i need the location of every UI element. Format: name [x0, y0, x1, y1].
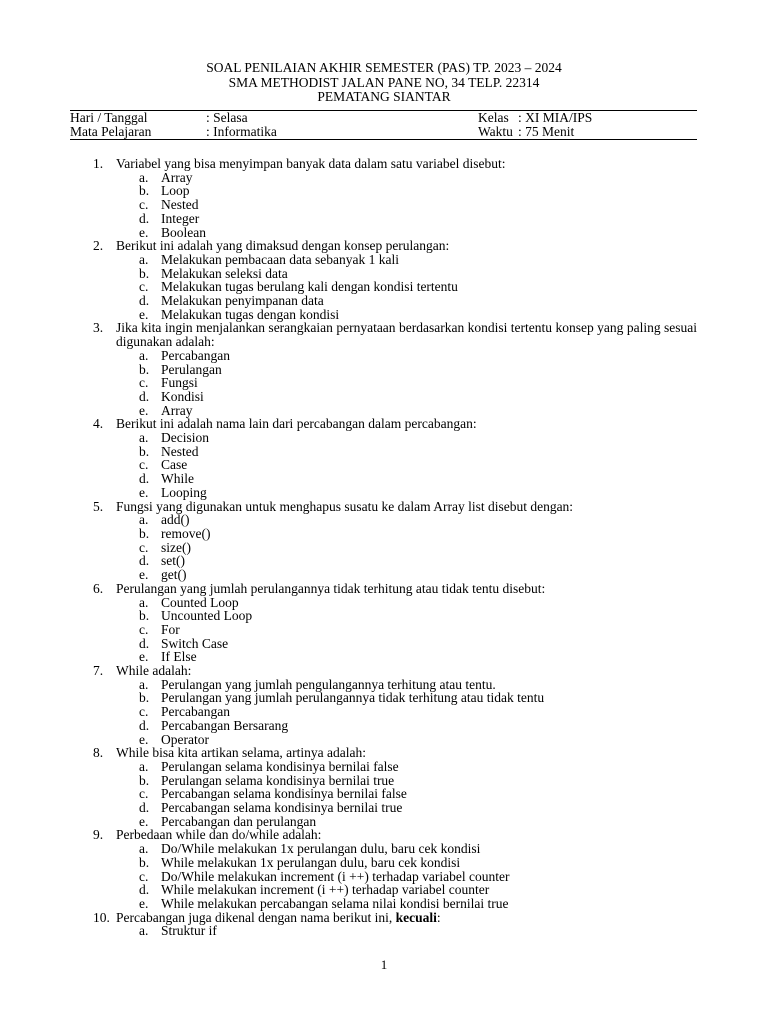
- option-letter: b.: [139, 854, 150, 870]
- question-text: [116, 500, 697, 514]
- question-item: [93, 911, 697, 938]
- option-letter: e.: [139, 484, 149, 500]
- option-letter: a.: [139, 758, 149, 774]
- option-letter: b.: [139, 525, 150, 541]
- option-text: set(): [161, 553, 185, 569]
- answer-option: [116, 760, 697, 774]
- option-text: Percabangan selama kondisinya bernilai false: [161, 786, 407, 802]
- class-label: Kelas: [478, 110, 509, 125]
- option-text: Melakukan seleksi data: [161, 265, 288, 281]
- question-number: 4.: [93, 416, 104, 432]
- answer-option: [116, 568, 697, 582]
- option-letter: c.: [139, 279, 149, 295]
- option-letter: d.: [139, 635, 150, 651]
- question-item: [93, 746, 697, 828]
- option-text: Percabangan Bersarang: [161, 717, 289, 733]
- answer-option: [116, 280, 697, 294]
- option-letter: e.: [139, 567, 149, 583]
- option-text: add(): [161, 512, 190, 528]
- question-item: [93, 157, 697, 239]
- answer-option: [116, 705, 697, 719]
- question-text: [116, 417, 697, 431]
- question-number: 10.: [93, 909, 110, 925]
- answer-option: [116, 815, 697, 829]
- answer-option: [116, 486, 697, 500]
- option-text: Melakukan tugas berulang kali dengan kondisi tertentu: [161, 279, 458, 295]
- question-text-main: Fungsi yang digunakan untuk menghapus susatu ke dalam Array list disebut dengan:: [116, 498, 574, 514]
- info-row-day: [70, 111, 697, 125]
- answer-option: [116, 897, 697, 911]
- option-letter: a.: [139, 251, 149, 267]
- option-text: Perulangan selama kondisinya bernilai true: [161, 772, 395, 788]
- time-value: : 75 Menit: [518, 124, 575, 139]
- question-text-main: Jika kita ingin menjalankan serangkaian pernyataan berdasarkan kondisi tertentu konsep yang paling sesuai digunakan adalah:: [116, 320, 697, 350]
- answer-option: [116, 308, 697, 322]
- info-row-subject: [70, 125, 697, 139]
- question-text-main: Berikut ini adalah yang dimaksud dengan konsep perulangan:: [116, 238, 450, 254]
- time-label: Waktu: [478, 124, 513, 139]
- answer-option: [116, 856, 697, 870]
- question-text: [116, 157, 697, 171]
- question-text-main: While bisa kita artikan selama, artinya adalah:: [116, 745, 367, 761]
- answer-option: [116, 390, 697, 404]
- exam-info-table: [70, 110, 697, 140]
- option-text: Percabangan: [161, 347, 230, 363]
- answer-option: [116, 774, 697, 788]
- answer-option: [116, 184, 697, 198]
- answer-option: [116, 719, 697, 733]
- option-letter: c.: [139, 786, 149, 802]
- option-letter: a.: [139, 923, 149, 939]
- option-text: get(): [161, 567, 187, 583]
- option-letter: d.: [139, 471, 150, 487]
- option-text: Kondisi: [161, 388, 204, 404]
- question-text: [116, 582, 697, 596]
- answer-option: [116, 171, 697, 185]
- answer-option: [116, 623, 697, 637]
- option-text: Perulangan yang jumlah pengulangannya terhitung atau tentu.: [161, 676, 496, 692]
- day-label: Hari / Tanggal: [70, 110, 148, 125]
- option-letter: b.: [139, 183, 150, 199]
- option-letter: a.: [139, 169, 149, 185]
- answer-option: [116, 404, 697, 418]
- option-text: Percabangan: [161, 704, 230, 720]
- answer-option: [116, 349, 697, 363]
- answer-option: [116, 513, 697, 527]
- answer-option: [116, 376, 697, 390]
- option-letter: b.: [139, 265, 150, 281]
- option-letter: d.: [139, 388, 150, 404]
- option-letter: d.: [139, 553, 150, 569]
- option-text: Nested: [161, 197, 199, 213]
- question-list: [93, 157, 697, 938]
- question-number: 7.: [93, 663, 104, 679]
- question-text: [116, 321, 697, 348]
- option-letter: e.: [139, 895, 149, 911]
- option-letter: d.: [139, 210, 150, 226]
- option-letter: c.: [139, 539, 149, 555]
- option-letter: d.: [139, 882, 150, 898]
- day-value: : Selasa: [206, 110, 248, 125]
- answer-option: [116, 596, 697, 610]
- option-text: Switch Case: [161, 635, 229, 651]
- option-text: For: [161, 621, 180, 637]
- header-exam-title: SOAL PENILAIAN AKHIR SEMESTER (PAS) TP. 2023 – 2024: [206, 60, 562, 75]
- question-text: [116, 239, 697, 253]
- question-number: 6.: [93, 580, 104, 596]
- question-text: [116, 664, 697, 678]
- option-text: Boolean: [161, 224, 206, 240]
- question-number: 5.: [93, 498, 104, 514]
- option-letter: e.: [139, 813, 149, 829]
- option-letter: d.: [139, 800, 150, 816]
- option-text: Perulangan yang jumlah perulangannya tidak terhitung atau tidak tentu: [161, 690, 545, 706]
- question-text-main: Perbedaan while dan do/while adalah:: [116, 827, 322, 843]
- question-text-main: Perulangan yang jumlah perulangannya tidak terhitung atau tidak tentu disebut:: [116, 580, 546, 596]
- option-letter: b.: [139, 690, 150, 706]
- option-text: While melakukan increment (i ++) terhadap variabel counter: [161, 882, 490, 898]
- answer-option: [116, 253, 697, 267]
- question-text-main: Variabel yang bisa menyimpan banyak data dalam satu variabel disebut:: [116, 156, 506, 171]
- option-text: While: [161, 471, 194, 487]
- question-item: [93, 239, 697, 321]
- option-text: Perulangan: [161, 361, 222, 377]
- option-letter: c.: [139, 375, 149, 391]
- option-text: Operator: [161, 731, 209, 747]
- option-letter: b.: [139, 608, 150, 624]
- question-item: [93, 500, 697, 582]
- answer-option: [116, 883, 697, 897]
- answer-option: [116, 294, 697, 308]
- answer-option: [116, 787, 697, 801]
- answer-option: [116, 842, 697, 856]
- option-text: size(): [161, 539, 191, 555]
- answer-option: [116, 609, 697, 623]
- option-letter: a.: [139, 512, 149, 528]
- answer-option: [116, 870, 697, 884]
- answer-option: [116, 924, 697, 938]
- header-city: PEMATANG SIANTAR: [317, 89, 451, 104]
- option-text: Do/While melakukan increment (i ++) terhadap variabel counter: [161, 868, 510, 884]
- option-letter: e.: [139, 224, 149, 240]
- question-item: [93, 417, 697, 499]
- question-emphasis: kecuali: [395, 909, 437, 925]
- option-text: Array: [161, 169, 193, 185]
- question-text-suffix: :: [436, 909, 441, 925]
- option-letter: e.: [139, 649, 149, 665]
- option-letter: c.: [139, 621, 149, 637]
- question-text: [116, 828, 697, 842]
- option-text: Array: [161, 402, 193, 418]
- option-letter: c.: [139, 457, 149, 473]
- answer-option: [116, 267, 697, 281]
- option-letter: e.: [139, 306, 149, 322]
- answer-option: [116, 691, 697, 705]
- option-text: Percabangan dan perulangan: [161, 813, 317, 829]
- option-text: Case: [161, 457, 188, 473]
- option-letter: b.: [139, 772, 150, 788]
- option-text: Perulangan selama kondisinya bernilai false: [161, 758, 399, 774]
- answer-option: [116, 458, 697, 472]
- option-text: Struktur if: [161, 923, 217, 939]
- option-text: Melakukan tugas dengan kondisi: [161, 306, 340, 322]
- answer-option: [116, 678, 697, 692]
- subject-value: : Informatika: [206, 124, 277, 139]
- answer-option: [116, 198, 697, 212]
- question-number: 1.: [93, 156, 104, 171]
- header-school-address: SMA METHODIST JALAN PANE NO, 34 TELP. 22314: [228, 74, 540, 90]
- answer-option: [116, 541, 697, 555]
- question-number: 3.: [93, 320, 104, 336]
- option-letter: e.: [139, 731, 149, 747]
- option-text: Looping: [161, 484, 207, 500]
- option-text: Uncounted Loop: [161, 608, 253, 624]
- option-letter: a.: [139, 347, 149, 363]
- option-text: Melakukan penyimpanan data: [161, 293, 324, 309]
- option-text: Integer: [161, 210, 200, 226]
- question-text: [116, 911, 697, 925]
- question-number: 2.: [93, 238, 104, 254]
- question-number: 9.: [93, 827, 104, 843]
- option-text: Decision: [161, 430, 209, 446]
- question-item: [93, 828, 697, 910]
- subject-label: Mata Pelajaran: [70, 124, 152, 139]
- option-letter: a.: [139, 676, 149, 692]
- option-letter: b.: [139, 443, 150, 459]
- option-text: remove(): [161, 525, 211, 541]
- option-letter: c.: [139, 197, 149, 213]
- question-text-main: While adalah:: [116, 663, 192, 679]
- page-number: 1: [380, 957, 388, 972]
- option-letter: d.: [139, 293, 150, 309]
- option-text: Percabangan selama kondisinya bernilai true: [161, 800, 403, 816]
- option-text: Loop: [161, 183, 190, 199]
- answer-option: [116, 445, 697, 459]
- option-text: While melakukan percabangan selama nilai kondisi bernilai true: [161, 895, 509, 911]
- question-text-main: Berikut ini adalah nama lain dari percabangan dalam percabangan:: [116, 416, 477, 432]
- answer-option: [116, 472, 697, 486]
- answer-option: [116, 431, 697, 445]
- option-letter: a.: [139, 841, 149, 857]
- question-text: [116, 746, 697, 760]
- option-text: Do/While melakukan 1x perulangan dulu, baru cek kondisi: [161, 841, 481, 857]
- question-number: 8.: [93, 745, 104, 761]
- option-letter: a.: [139, 430, 149, 446]
- answer-option: [116, 363, 697, 377]
- document-header: [0, 61, 768, 105]
- answer-option: [116, 801, 697, 815]
- question-item: [93, 582, 697, 664]
- option-letter: d.: [139, 717, 150, 733]
- option-text: Counted Loop: [161, 594, 239, 610]
- answer-option: [116, 554, 697, 568]
- question-item: [93, 664, 697, 746]
- option-letter: a.: [139, 594, 149, 610]
- question-item: [93, 321, 697, 417]
- option-letter: b.: [139, 361, 150, 377]
- option-text: Fungsi: [161, 375, 198, 391]
- option-letter: c.: [139, 704, 149, 720]
- option-letter: e.: [139, 402, 149, 418]
- question-text-main: Percabangan juga dikenal dengan nama berikut ini,: [116, 909, 396, 925]
- class-value: : XI MIA/IPS: [518, 110, 593, 125]
- answer-option: [116, 226, 697, 240]
- answer-option: [116, 212, 697, 226]
- answer-option: [116, 527, 697, 541]
- answer-option: [116, 650, 697, 664]
- answer-option: [116, 733, 697, 747]
- option-letter: c.: [139, 868, 149, 884]
- option-text: While melakukan 1x perulangan dulu, baru cek kondisi: [161, 854, 461, 870]
- option-text: Melakukan pembacaan data sebanyak 1 kali: [161, 251, 400, 267]
- answer-option: [116, 637, 697, 651]
- option-text: Nested: [161, 443, 199, 459]
- option-text: If Else: [161, 649, 197, 665]
